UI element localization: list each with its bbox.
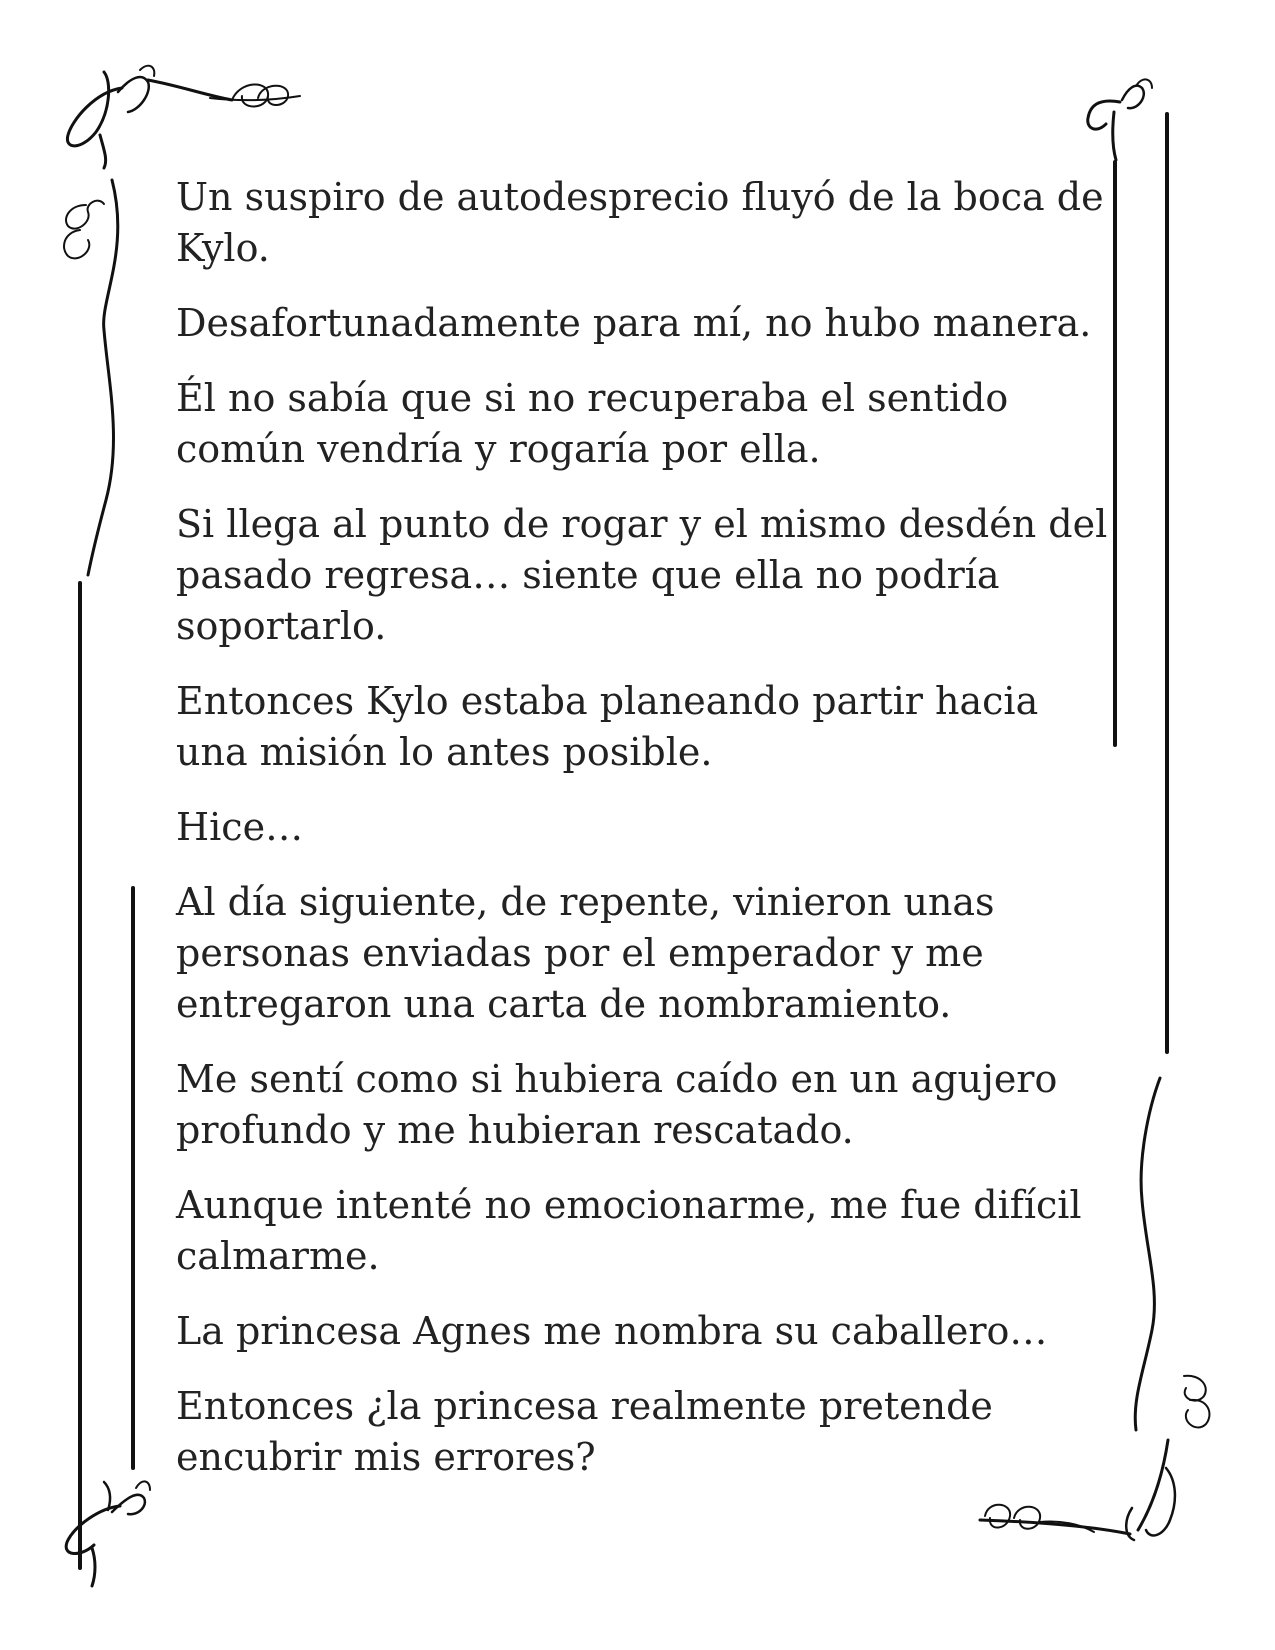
paragraph (176, 1054, 1106, 1156)
text-line: profundo y me hubieran rescatado. (176, 1108, 854, 1152)
text-line: una misión lo antes posible. (176, 730, 713, 774)
top-right-flourish (1088, 79, 1152, 160)
paragraph (176, 298, 1106, 349)
text-line: Desafortunadamente para mí, no hubo manera. (176, 301, 1092, 345)
paragraph (176, 172, 1106, 274)
paragraph (176, 1381, 1106, 1483)
paragraph (176, 676, 1106, 778)
paragraph (176, 877, 1106, 1030)
text-line: personas enviadas por el emperador y me (176, 931, 984, 975)
paragraph (176, 499, 1106, 652)
text-line: entregaron una carta de nombramiento. (176, 982, 952, 1026)
paragraph (176, 1306, 1106, 1357)
text-line: Hice… (176, 805, 304, 849)
text-line: encubrir mis errores? (176, 1435, 596, 1479)
paragraph (176, 373, 1106, 475)
paragraph (176, 1180, 1106, 1282)
paragraph (176, 802, 1106, 853)
text-line: calmarme. (176, 1234, 380, 1278)
text-line: soportarlo. (176, 604, 387, 648)
text-line: Aunque intenté no emocionarme, me fue difícil (176, 1183, 1082, 1227)
text-line: Él no sabía que si no recuperaba el sentido (176, 376, 1009, 420)
text-line: pasado regresa… siente que ella no podría (176, 553, 1000, 597)
text-line: Entonces ¿la princesa realmente pretende (176, 1384, 993, 1428)
document-body (176, 172, 1106, 1507)
text-line: La princesa Agnes me nombra su caballero… (176, 1309, 1048, 1353)
text-line: Un suspiro de autodesprecio fluyó de la boca de (176, 175, 1104, 219)
text-line: Kylo. (176, 226, 270, 270)
text-line: Entonces Kylo estaba planeando partir hacia (176, 679, 1039, 723)
text-line: Me sentí como si hubiera caído en un agujero (176, 1057, 1058, 1101)
text-line: Si llega al punto de rogar y el mismo desdén del (176, 502, 1108, 546)
text-line: Al día siguiente, de repente, vinieron unas (176, 880, 995, 924)
text-line: común vendría y rogaría por ella. (176, 427, 821, 471)
